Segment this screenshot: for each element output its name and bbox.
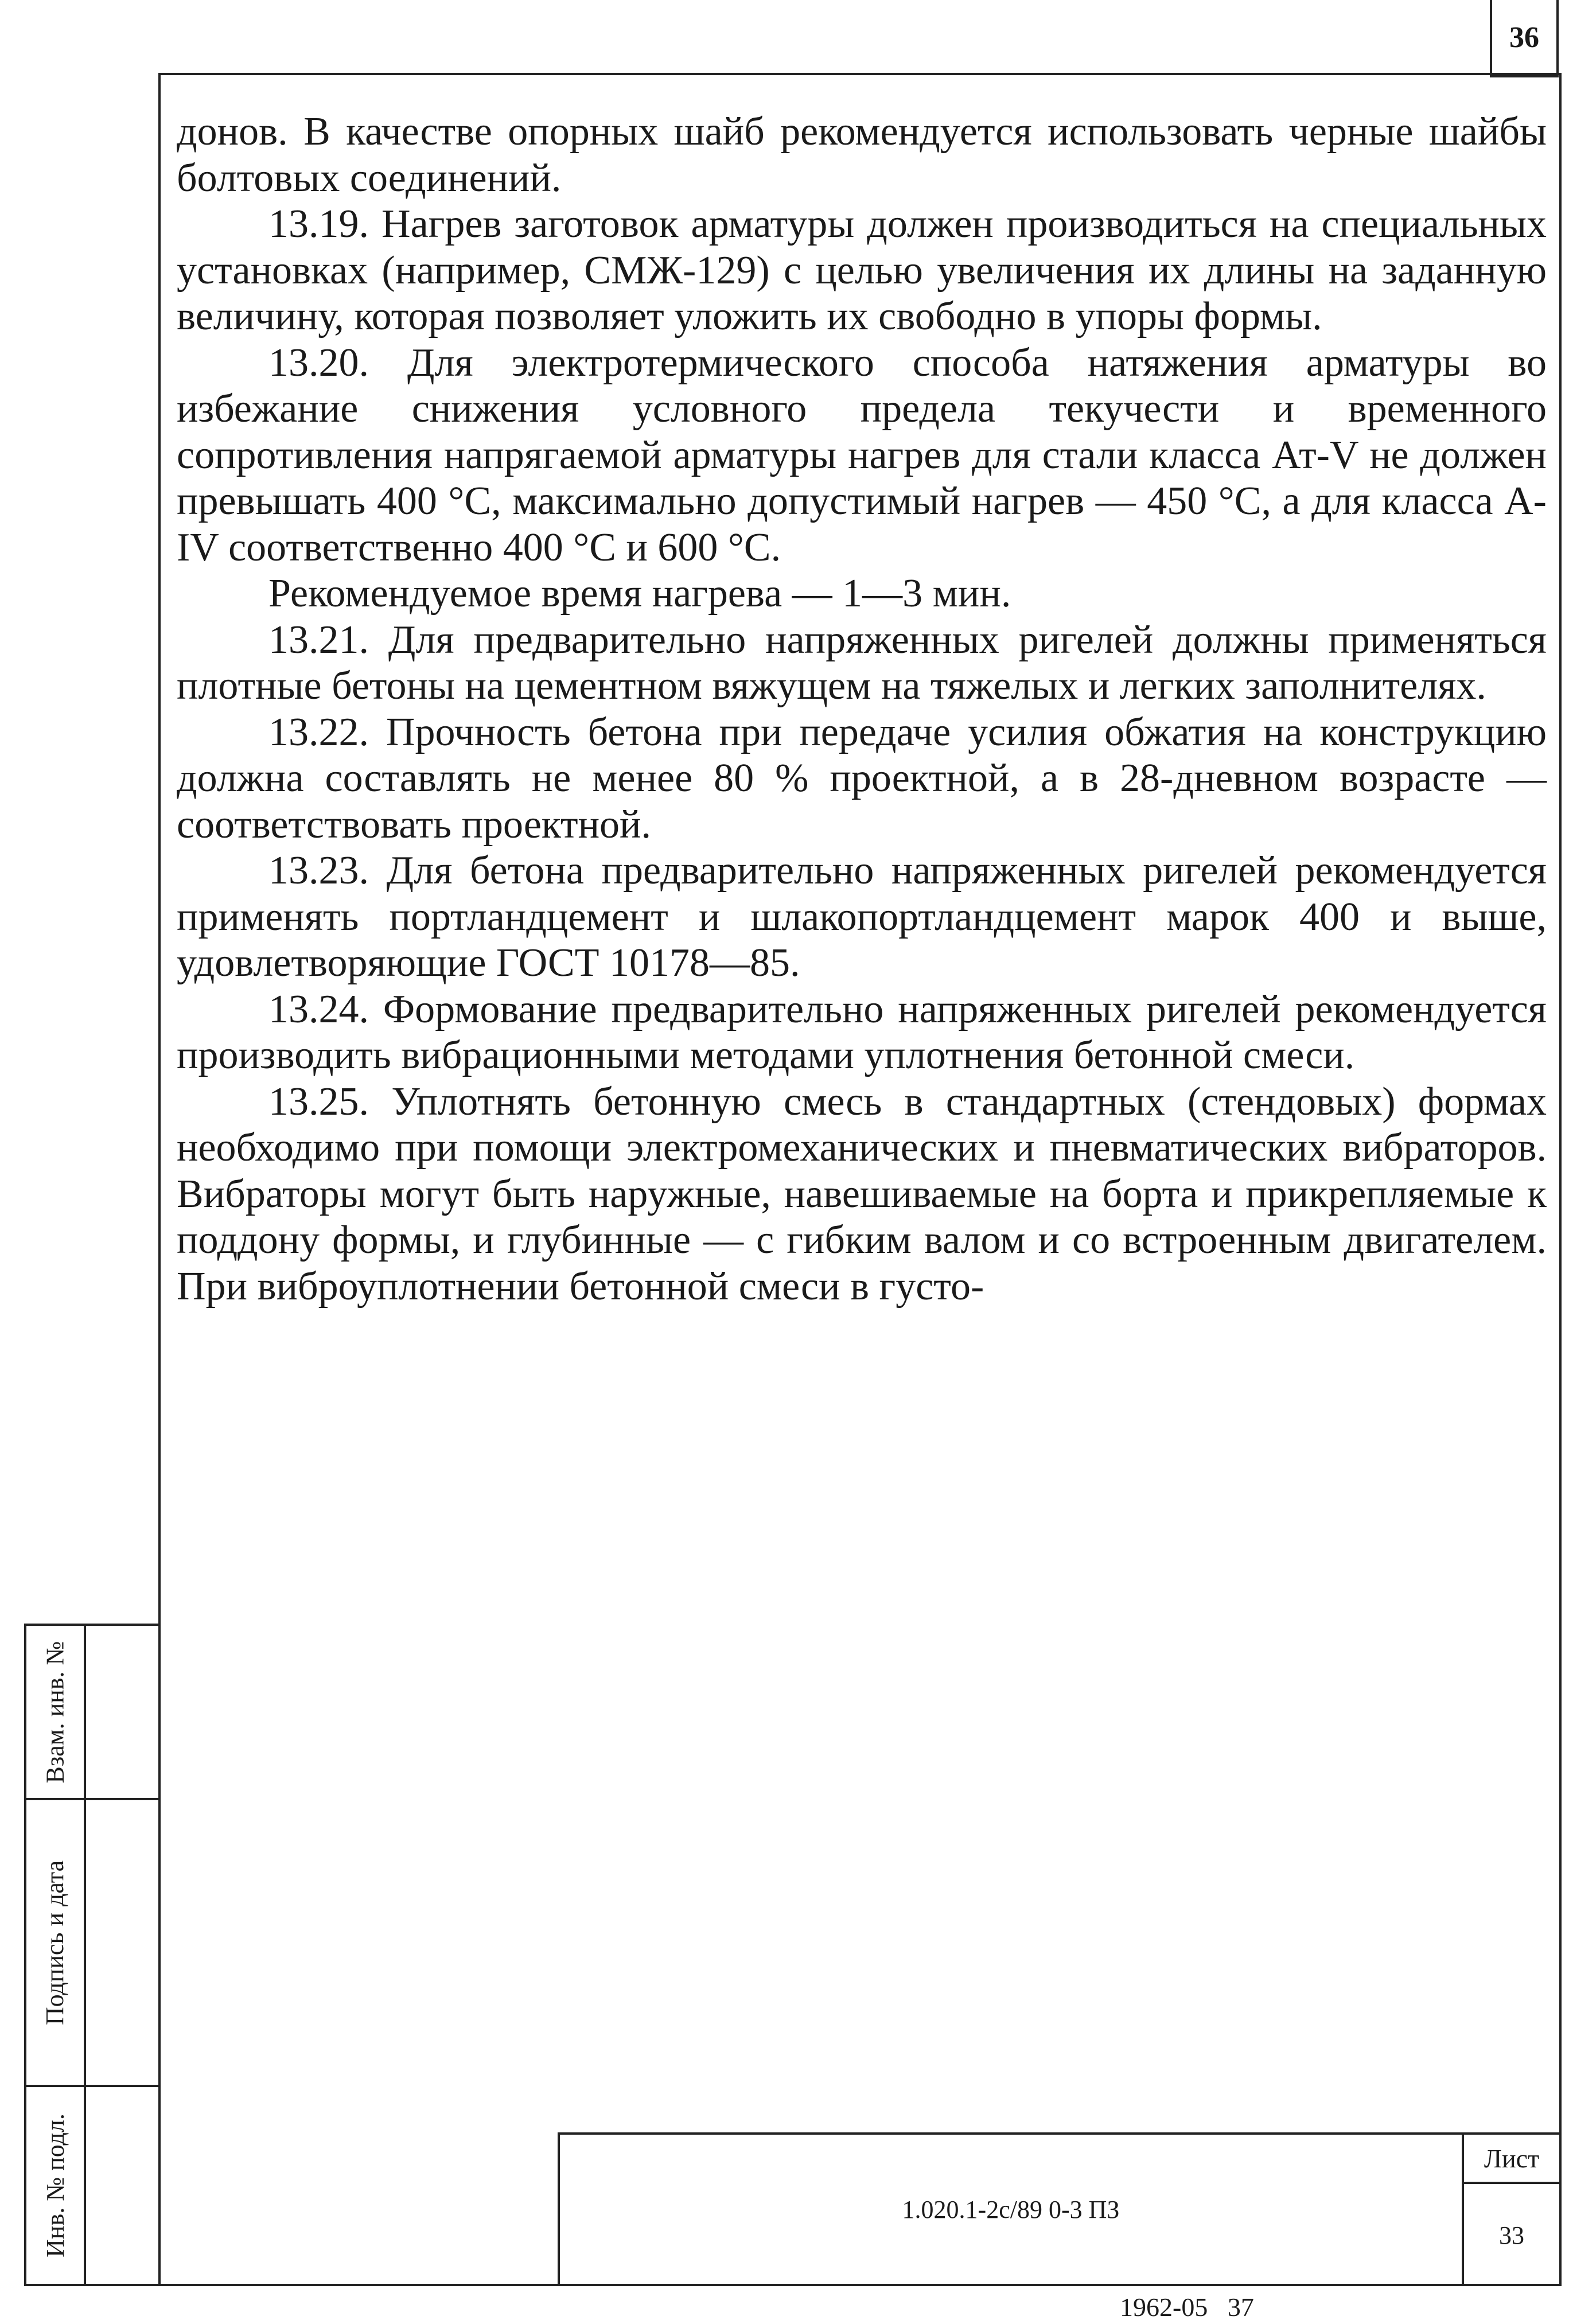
- paragraph: 13.25. Уплотнять бетонную смесь в стандартных (стендовых) формах необходимо при помощи электромеханических и пневматических вибраторов. Вибраторы могут быть наружные, навешиваемые на борта и прикрепляемые к поддону формы, и глубинные — с гибким валом и со встроенным двигателем. При виброуплотнении бетонной смеси в густо-: [177, 1079, 1547, 1309]
- signature-date-label: Подпись и дата: [41, 1860, 69, 2025]
- paragraph: 13.24. Формование предварительно напряженных ригелей рекомендуется производить вибрационными методами уплотнения бетонной смеси.: [177, 987, 1547, 1077]
- title-block: [558, 2132, 1562, 2286]
- stamp-divider: [84, 1626, 86, 2284]
- document-body: [177, 109, 1547, 1310]
- side-stamp: [24, 1624, 161, 2286]
- document-designation: 1.020.1-2с/89 0-3 ПЗ: [902, 2195, 1120, 2224]
- paragraph: 13.20. Для электротермического способа натяжения арматуры во избежание снижения условного предела текучести и временного сопротивления напрягаемой арматуры нагрев для стали класса Ат-V не должен превышать 400 °С, максимально допустимый нагрев — 450 °С, а для класса A-IV соответственно 400 °С и 600 °С.: [177, 340, 1547, 570]
- sheet-label: Лист: [1464, 2135, 1559, 2184]
- replacement-inventory-label: Взам. инв. №: [41, 1641, 69, 1783]
- paragraph: Рекомендуемое время нагрева — 1—3 мин.: [268, 571, 1011, 616]
- original-inventory-label: Инв. № подл.: [41, 2113, 69, 2257]
- sheet-number: 33: [1499, 2221, 1524, 2249]
- paragraph: 13.21. Для предварительно напряженных ригелей должны применяться плотные бетоны на цементном вяжущем на тяжелых и легких заполнителях.: [177, 617, 1547, 708]
- footer-code: 1962-05 37: [1120, 2292, 1254, 2322]
- paragraph: 13.22. Прочность бетона при передаче усилия обжатия на конструкцию должна составлять не менее 80 % проектной, а в 28-дневном возрасте — соответствовать проектной.: [177, 710, 1547, 847]
- paragraph: 13.23. Для бетона предварительно напряженных ригелей рекомендуется применять портландцемент и шлакопортландцемент марок 400 и выше, удовлетворяющие ГОСТ 10178—85.: [177, 848, 1547, 985]
- paragraph: донов. В качестве опорных шайб рекомендуется использовать черные шайбы болтовых соединений.: [177, 110, 1547, 200]
- paragraph: 13.19. Нагрев заготовок арматуры должен производиться на специальных установках (например, СМЖ-129) с целью увеличения их длины на заданную величину, которая позволяет уложить их свободно в упоры формы.: [177, 202, 1547, 338]
- sheet-column: [1462, 2135, 1559, 2284]
- page-number: 36: [1490, 0, 1559, 77]
